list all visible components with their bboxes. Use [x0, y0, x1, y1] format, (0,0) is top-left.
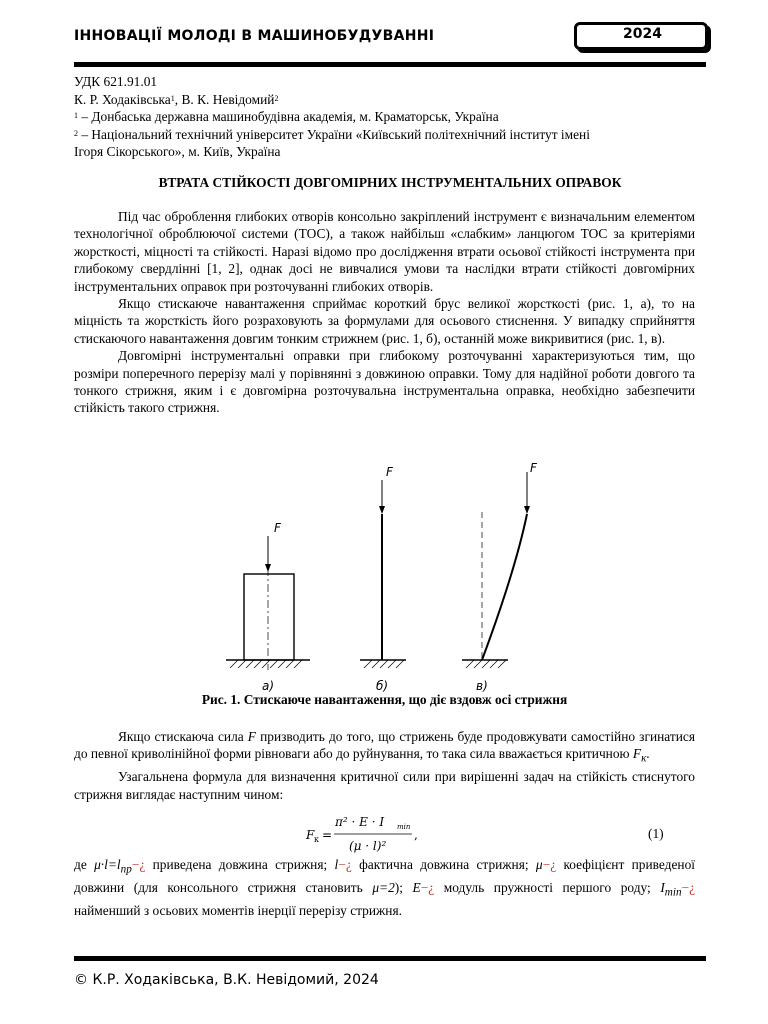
- paragraph-1: Під час оброблення глибоких отворів консольно закріплений інструмент є визначальним елементом технологічної оброблюючої системи (ТОС), а також найбільш «слабким» ланцюгом ТОС за критеріями жорсткості, міцності та стійкості. Наразі відомо про дослідження втрати осьової стійкості інструмента при глибокому свердлінні [1, 2], однак досі не вивчалися умови та наслідки втрати стійкості довгомірних інструментальних оправок при розточуванні глибоких отворів.: [74, 209, 695, 294]
- article-metadata: [74, 73, 706, 161]
- force-label-a: F: [274, 521, 281, 535]
- affiliation-2: $^2$ – Національний технічний університет України «Київський політехнічний інститут імені: [74, 126, 590, 142]
- footer-divider: [74, 956, 706, 961]
- header-divider: [74, 62, 706, 67]
- paragraph-5: Узагальнена формула для визначення критичної сили при вирішенні задач на стійкість стиснутого стрижня виглядає наступним чином:: [74, 769, 695, 802]
- force-label-b: F: [386, 465, 393, 479]
- paragraph-2: Якщо стискаюче навантаження сприймає короткий брус великої жорсткості (рис. 1, а), то на міцність та жорсткість його розраховують за формулами для осьового стиснення. У випадку сприйняття стискаючого навантаження довгим тонким стрижнем (рис. 1, б), останній може викривитися (рис. 1, в).: [74, 296, 695, 346]
- figure-caption: Рис. 1. Стискаюче навантаження, що діє вздовж осі стрижня: [201, 692, 568, 707]
- figure-label-c: в): [476, 679, 488, 693]
- buckled-rod-drawing: [462, 472, 530, 668]
- formula-k: к: [314, 835, 319, 844]
- article-title: ВТРАТА СТІЙКОСТІ ДОВГОМІРНИХ ІНСТРУМЕНТАЛЬНИХ ОПРАВОК: [158, 175, 622, 190]
- figure-label-b: б): [376, 679, 389, 693]
- short-block-drawing: [226, 536, 310, 670]
- paragraph-3: Довгомірні інструментальні оправки при глибокому розточуванні характеризуються тим, що розміри поперечного перерізу малі у порівнянні з довжиною оправки. Тому для надійної роботи довгого та тонкого стрижня, яким і є довгомірна розточувальна інструментальна оправка, необхідно забезпечити стійкість такого стрижня.: [74, 348, 695, 416]
- critical-force-formula: [300, 812, 440, 858]
- affiliation-2-continued: Ігоря Сікорського», м. Київ, Україна: [74, 144, 281, 159]
- year-label: 2024: [623, 26, 662, 42]
- equation-number: (1): [648, 826, 664, 841]
- formula-definitions: [74, 856, 695, 920]
- slender-rod-drawing: [360, 480, 406, 668]
- formula-F: F: [306, 828, 315, 842]
- article-body-intro: [74, 208, 695, 417]
- journal-title: ІННОВАЦІЇ МОЛОДІ В МАШИНОБУДУВАННІ: [74, 28, 435, 44]
- figure-compression-diagram: [220, 458, 537, 694]
- definitions-paragraph: де $\mu\cdot l=l_{пр}-¿$ приведена довжина стрижня; l−¿ фактична довжина стрижня; μ−¿ коефіцієнт приведеної довжини (для консольного стрижня становить μ=2); E−¿ модуль пружності першого роду; $I_{min}-¿$ найменший з осьових моментів інерції перерізу стрижня.: [74, 857, 696, 919]
- formula-numerator-sub: min: [397, 823, 411, 831]
- formula-eq: =: [322, 828, 333, 842]
- year-badge: [574, 22, 708, 50]
- formula-numerator: π² · E · I: [335, 815, 385, 829]
- affiliation-1: $^1$ – Донбаська державна машинобудівна академія, м. Краматорськ, Україна: [74, 109, 499, 124]
- journal-header: [74, 22, 706, 54]
- paragraph-4: Якщо стискаюча сила F призводить до того, що стрижень буде продовжувати самостійно згинатися до певної криволінійної форми рівноваги або до руйнування, то така сила вважається критичною $F_к$.: [74, 729, 695, 766]
- udc-code: УДК 621.91.01: [74, 74, 158, 89]
- authors-line: К. Р. Ходаківська$^1$, В. К. Невідомий$^2$: [74, 91, 279, 107]
- copyright-footer: © К.Р. Ходаківська, В.К. Невідомий, 2024: [74, 972, 379, 988]
- article-body-main: [74, 728, 695, 803]
- figure-label-a: а): [262, 679, 275, 693]
- force-label-c: F: [530, 461, 537, 475]
- formula-comma: ,: [414, 828, 418, 842]
- formula-denominator: (μ · l)²: [349, 839, 387, 853]
